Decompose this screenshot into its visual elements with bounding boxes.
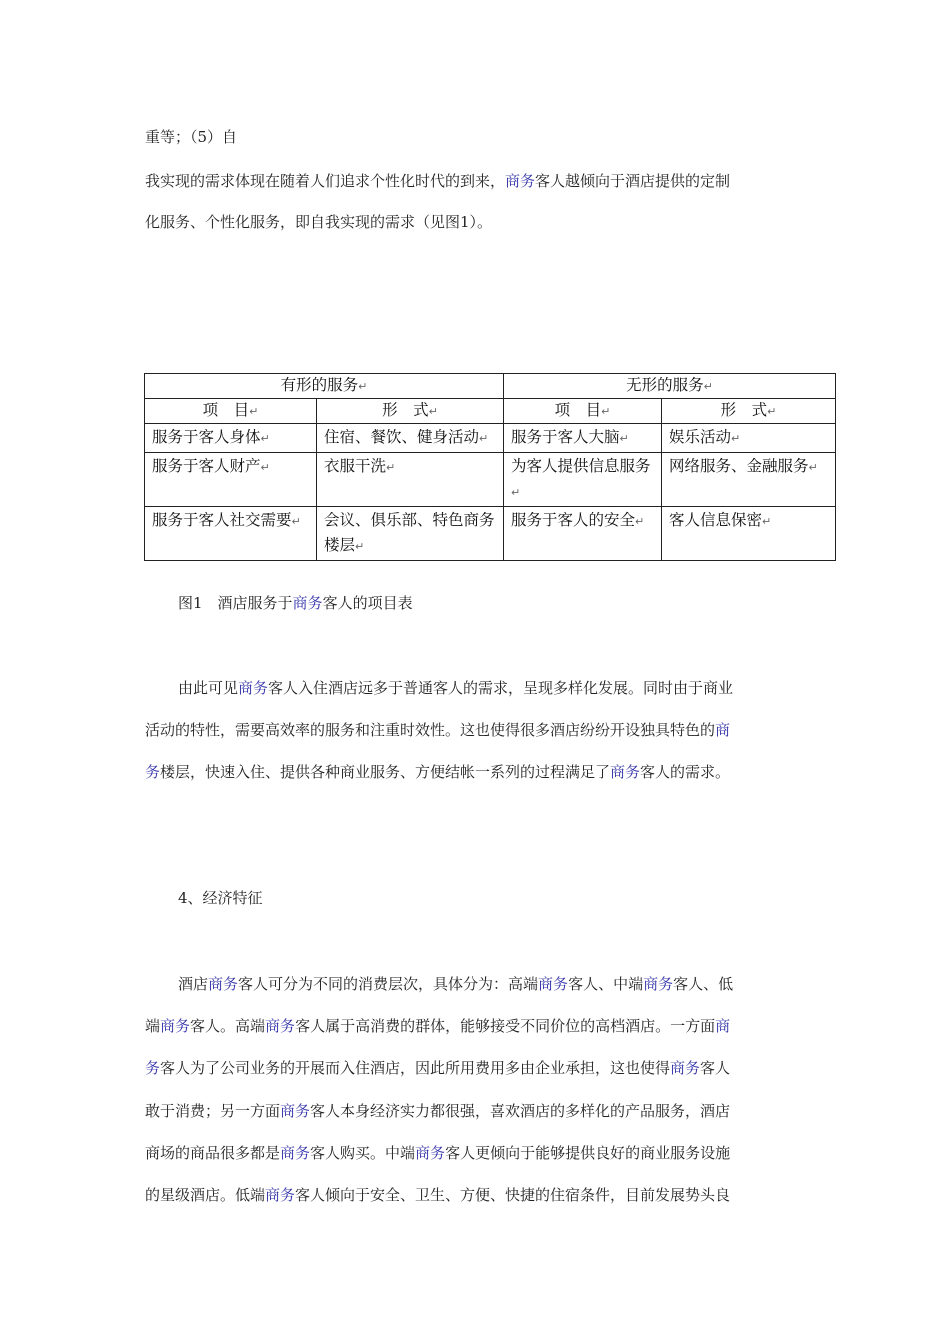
keyword-link[interactable]: 商务 <box>280 1144 311 1162</box>
paragraph-line <box>145 170 805 192</box>
table-row <box>145 424 836 453</box>
subheader-cell: 项 目↵ <box>145 399 317 424</box>
section-heading <box>178 887 838 909</box>
text-segment: 酒店 <box>178 975 209 993</box>
text-segment: 我实现的需求体现在随着人们追求个性化时代的到来， <box>145 172 506 190</box>
table-subheader-row <box>145 399 836 424</box>
table-cell: 服务于客人财产↵ <box>145 453 317 507</box>
keyword-link[interactable]: 商务 <box>643 975 674 993</box>
table-cell: 衣服干洗↵ <box>317 453 504 507</box>
text-segment: 客人 <box>700 1059 731 1077</box>
keyword-link[interactable]: 商务 <box>670 1059 701 1077</box>
text-segment: 由此可见 <box>178 679 239 697</box>
paragraph-line <box>145 211 805 233</box>
table-cell: 娱乐活动↵ <box>662 424 836 453</box>
text-segment: 活动的特性，需要高效率的服务和注重时效性。这也使得很多酒店纷纷开设独具特色的 <box>145 721 716 739</box>
text-segment: 客人更倾向于能够提供良好的商业服务设施 <box>445 1144 731 1162</box>
text-segment: 化服务、个性化服务，即自我实现的需求（见图1）。 <box>145 213 493 231</box>
table-cell: 会议、俱乐部、特色商务楼层↵ <box>317 507 504 561</box>
table-row <box>145 507 836 561</box>
table-cell: 客人信息保密↵ <box>662 507 836 561</box>
paragraph-line <box>145 719 805 741</box>
keyword-link[interactable]: 商务 <box>505 172 536 190</box>
paragraph-line <box>178 677 838 699</box>
group-header-intangible: 无形的服务↵ <box>504 374 836 399</box>
keyword-link[interactable]: 商务 <box>292 594 323 612</box>
keyword-link[interactable]: 商务 <box>265 1186 296 1204</box>
text-segment: 的星级酒店。低端 <box>145 1186 266 1204</box>
paragraph-line <box>145 1184 805 1206</box>
table-cell: 为客人提供信息服务↵ <box>504 453 662 507</box>
text-segment: 客人、中端 <box>568 975 644 993</box>
table-cell: 服务于客人的安全↵ <box>504 507 662 561</box>
text-segment: 商场的商品很多都是 <box>145 1144 281 1162</box>
paragraph-line <box>145 126 805 148</box>
text-segment: 客人购买。中端 <box>310 1144 416 1162</box>
subheader-cell: 形 式↵ <box>317 399 504 424</box>
text-segment: 重等；（5）自 <box>145 128 238 146</box>
text-segment: 客人本身经济实力都很强，喜欢酒店的多样化的产品服务，酒店 <box>310 1102 731 1120</box>
table-cell: 服务于客人社交需要↵ <box>145 507 317 561</box>
text-segment: 客人的项目表 <box>322 594 413 612</box>
subheader-cell: 项 目↵ <box>504 399 662 424</box>
group-header-tangible: 有形的服务↵ <box>145 374 504 399</box>
table-cell: 网络服务、金融服务↵ <box>662 453 836 507</box>
subheader-cell: 形 式↵ <box>662 399 836 424</box>
text-segment: 客人可分为不同的消费层次，具体分为：高端 <box>238 975 539 993</box>
text-segment: 客人、低 <box>673 975 734 993</box>
table-cell: 住宿、餐饮、健身活动↵ <box>317 424 504 453</box>
text-segment: 楼层，快速入住、提供各种商业服务、方便结帐一系列的过程满足了 <box>160 763 611 781</box>
paragraph-line <box>145 1057 805 1079</box>
paragraph-line <box>178 973 838 995</box>
keyword-link[interactable]: 商务 <box>610 763 641 781</box>
text-segment: 端 <box>145 1017 161 1035</box>
keyword-link[interactable]: 商务 <box>538 975 569 993</box>
keyword-link[interactable]: 务 <box>145 763 161 781</box>
keyword-link[interactable]: 商务 <box>265 1017 296 1035</box>
paragraph-line <box>145 761 805 783</box>
text-segment: 客人属于高消费的群体，能够接受不同价位的高档酒店。一方面 <box>295 1017 716 1035</box>
table-cell: 服务于客人大脑↵ <box>504 424 662 453</box>
text-segment: 敢于消费；另一方面 <box>145 1102 281 1120</box>
text-segment: 图1 酒店服务于 <box>178 594 293 612</box>
table-group-row <box>145 374 836 399</box>
keyword-link[interactable]: 商务 <box>160 1017 191 1035</box>
paragraph-line <box>145 1015 805 1037</box>
keyword-link[interactable]: 商务 <box>415 1144 446 1162</box>
text-segment: 客人倾向于安全、卫生、方便、快捷的住宿条件，目前发展势头良 <box>295 1186 731 1204</box>
text-segment: 客人越倾向于酒店提供的定制 <box>535 172 731 190</box>
text-segment: 客人。高端 <box>190 1017 266 1035</box>
figure-caption <box>178 592 413 614</box>
keyword-link[interactable]: 商务 <box>208 975 239 993</box>
keyword-link[interactable]: 务 <box>145 1059 161 1077</box>
text-segment: 4、经济特征 <box>178 889 263 907</box>
keyword-link[interactable]: 商 <box>715 1017 731 1035</box>
paragraph-line <box>145 1100 805 1122</box>
text-segment: 客人入住酒店远多于普通客人的需求，呈现多样化发展。同时由于商业 <box>268 679 734 697</box>
text-segment: 客人为了公司业务的开展而入住酒店，因此所用费用多由企业承担，这也使得 <box>160 1059 671 1077</box>
keyword-link[interactable]: 商务 <box>238 679 269 697</box>
keyword-link[interactable]: 商 <box>715 721 731 739</box>
paragraph-line <box>145 1142 805 1164</box>
keyword-link[interactable]: 商务 <box>280 1102 311 1120</box>
table-row <box>145 453 836 507</box>
text-segment: 客人的需求。 <box>640 763 731 781</box>
table-cell: 服务于客人身体↵ <box>145 424 317 453</box>
service-table <box>144 373 836 561</box>
